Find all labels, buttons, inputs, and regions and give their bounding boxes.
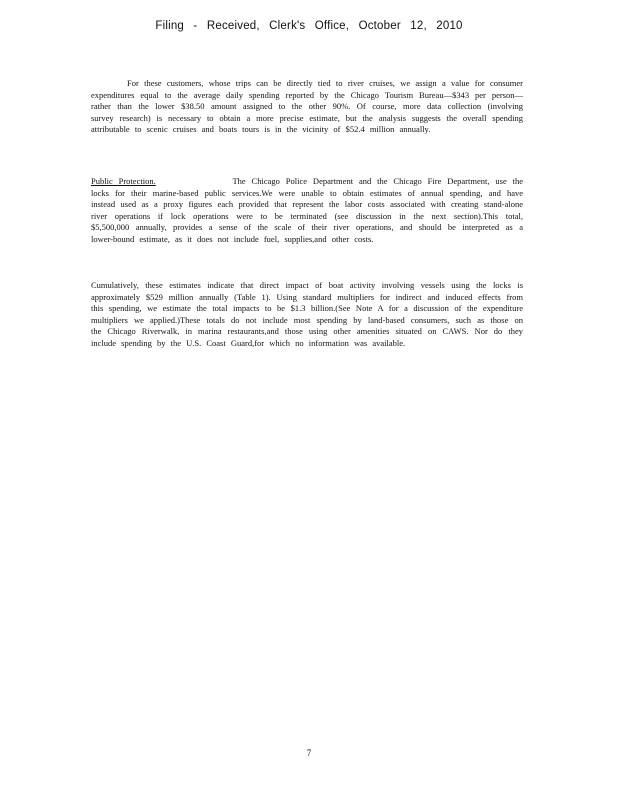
paragraph-cumulative-impact: Cumulatively, these estimates indicate that direct impact of boat activity involving vessels using the locks is approximately $529 million annually (Table 1). Using standard multipliers for indirect and induced effects from this spending, we estimate the total impacts to be $1.3 billion.(See Note A for a discussion of the expenditure multipliers we applied.)These totals do not include most spending by land-based consumers, such as those on the Chicago Riverwalk, in marina restaurants,and those using other amenities situated on CAWS. Nor do they include spending by the U.S. Coast Guard,for which no information was available. (91, 280, 523, 348)
public-protection-heading: Public Protection. (91, 176, 156, 186)
paragraph-river-cruises: For these customers, whose trips can be directly tied to river cruises, we assign a value for consumer expenditures equal to the average daily spending reported by the Chicago Tourism Bureau—$343 per person—rather than the lower $38.50 amount assigned to the other 90%. Of course, more data collection (involving survey research) is necessary to obtain a more precise estimate, but the analysis suggests the overall spending attributable to scenic cruises and boats tours is in the vicinity of $52.4 million annually. (91, 78, 523, 135)
public-protection-body: The Chicago Police Department and the Chicago Fire Department, use the locks for their marine-based public services.We were unable to obtain estimates of annual spending, and have instead used as a proxy figures each provided that represent the labor costs associated with creating stand-alone river operations if lock operations were to be terminated (see discussion in the next section).This total, $5,500,000 annually, provides a sense of the scale of their river operations, and should be interpreted as a lower-bound estimate, as it does not include fuel, supplies,and other costs. (91, 176, 524, 244)
filing-stamp-header: Filing - Received, Clerk's Office, October 12, 2010 (155, 20, 463, 32)
paragraph-public-protection (91, 176, 523, 246)
page-number: 7 (306, 748, 312, 758)
